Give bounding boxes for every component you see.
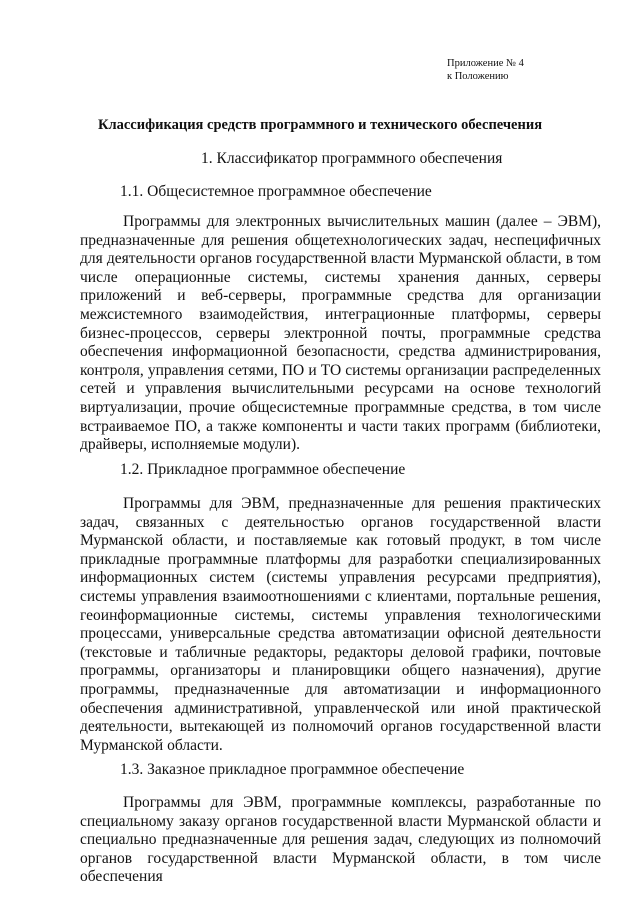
section-text-1-2: Программы для ЭВМ, предназначенные для решения практических задач, связанных с деятельностью органов государственной власти Мурманской области, и поставляемые как готовый продукт, в том числе прикладные программные платформы для разработки специализированных информационных систем (системы управления ресурсами предприятия), системы управления взаимоотношениями с клиентами, портальные решения, геоинформационные системы, системы управления технологическими процессами, универсальные средства автоматизации офисной деятельности (текстовые и табличные редакторы, редакторы деловой графики, почтовые программы, организаторы и планировщики общего назначения), другие программы, предназначенные для автоматизации и информационного обеспечения административной, управленческой или иной практической деятельности, вытекающей из полномочий органов государственной власти Мурманской области. [80,495,601,754]
annex-reference: к Положению [447,70,509,82]
section-text-1-3: Программы для ЭВМ, программные комплексы, разработанные по специальному заказу органов государственной власти Мурманской области и специально предназначенные для решения задач, следующих из полномочий органов государственной власти Мурманской области, в том числе обеспечения [80,794,601,886]
annex-number: Приложение № 4 [447,58,524,69]
annex-note [447,58,524,83]
document-title: Классификация средств программного и технического обеспечения [97,117,543,133]
classifier-heading: 1. Классификатор программного обеспечения [201,150,503,167]
section-heading-1-1: 1.1. Общесистемное программное обеспечение [120,183,432,200]
section-text-1-1: Программы для электронных вычислительных машин (далее – ЭВМ), предназначенные для решения общетехнологических задач, неспецифичных для деятельности органов государственной власти Мурманской области, в том числе операционные системы, системы хранения данных, серверы приложений и веб-серверы, программные средства для организации межсистемного взаимодействия, интеграционные платформы, серверы бизнес-процессов, серверы электронной почты, программные средства обеспечения информационной безопасности, средства администрирования, контроля, управления сетями, ПО и ТО системы организации распределенных сетей и управления вычислительными ресурсами на основе технологий виртуализации, прочие общесистемные программные средства, в том числе встраиваемое ПО, а также компоненты и части таких программ (библиотеки, драйверы, исполняемые модули). [80,213,601,454]
section-heading-1-3: 1.3. Заказное прикладное программное обеспечение [120,761,465,778]
section-heading-1-2: 1.2. Прикладное программное обеспечение [120,461,406,478]
